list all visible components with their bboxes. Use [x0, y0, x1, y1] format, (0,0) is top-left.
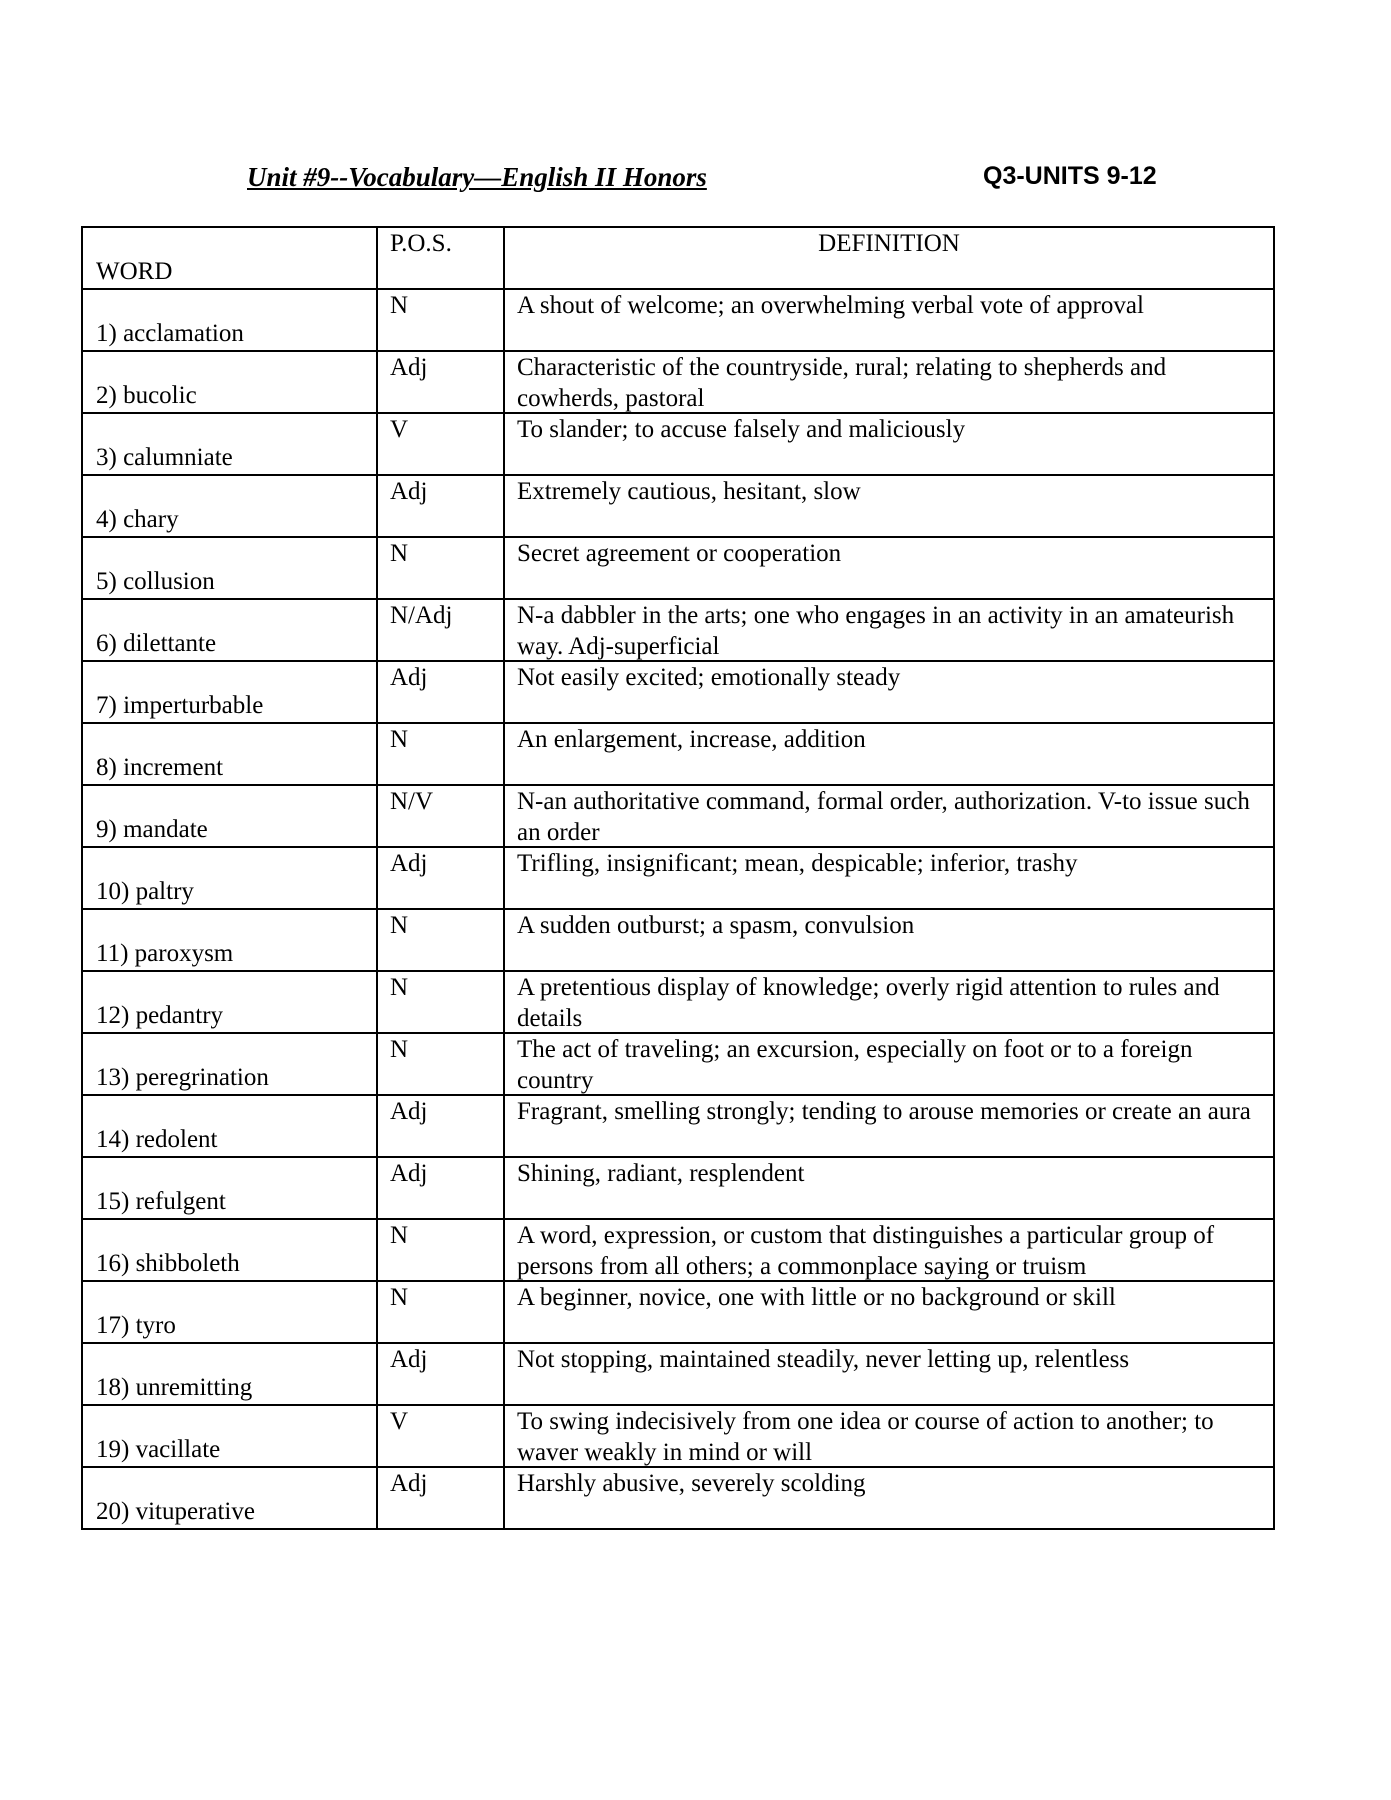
pos-cell-text: N: [390, 540, 409, 567]
table-row: [82, 971, 1274, 1033]
word-cell-text: 6) dilettante: [96, 630, 217, 657]
pos-cell: [377, 1405, 504, 1467]
word-cell-text: 19) vacillate: [96, 1436, 221, 1463]
definition-cell: [504, 1033, 1274, 1095]
word-cell: [82, 413, 377, 475]
pos-cell: [377, 537, 504, 599]
definition-cell: [504, 847, 1274, 909]
pos-cell: [377, 413, 504, 475]
word-cell-text: 16) shibboleth: [96, 1250, 240, 1277]
table-row: [82, 1157, 1274, 1219]
definition-cell: [504, 1405, 1274, 1467]
pos-cell: [377, 785, 504, 847]
pos-cell: [377, 661, 504, 723]
table-row: [82, 661, 1274, 723]
table-row: [82, 1405, 1274, 1467]
quarter-label: Q3-UNITS 9-12: [983, 162, 1157, 190]
definition-cell: [504, 289, 1274, 351]
column-header-word: WORD: [82, 227, 377, 289]
word-cell-text: 13) peregrination: [96, 1064, 269, 1091]
definition-cell: [504, 661, 1274, 723]
definition-cell-text: A sudden outburst; a spasm, convulsion: [517, 912, 915, 939]
pos-cell-text: Adj: [390, 1098, 428, 1125]
table-header-row: [82, 227, 1274, 289]
definition-cell: [504, 1281, 1274, 1343]
pos-cell-text: N: [390, 1284, 409, 1311]
pos-cell-text: N: [390, 726, 409, 753]
definition-cell-text: To swing indecisively from one idea or course of action to another; to waver weakly in mind or will: [517, 1408, 1214, 1466]
pos-cell-text: Adj: [390, 1470, 428, 1497]
word-cell-text: 20) vituperative: [96, 1498, 255, 1525]
table-row: [82, 785, 1274, 847]
definition-cell-text: Not easily excited; emotionally steady: [517, 664, 901, 691]
word-cell: [82, 537, 377, 599]
definition-cell-text: A shout of welcome; an overwhelming verbal vote of approval: [517, 292, 1144, 319]
word-cell: [82, 847, 377, 909]
pos-cell-text: Adj: [390, 478, 428, 505]
definition-cell-text: A word, expression, or custom that distinguishes a particular group of persons from all others; a commonplace saying or truism: [517, 1222, 1215, 1280]
word-cell-text: 4) chary: [96, 506, 179, 533]
word-cell: [82, 1467, 377, 1529]
pos-cell-text: Adj: [390, 1346, 428, 1373]
definition-cell: [504, 971, 1274, 1033]
pos-cell: [377, 475, 504, 537]
pos-cell: [377, 909, 504, 971]
word-cell: [82, 1033, 377, 1095]
word-cell: [82, 971, 377, 1033]
pos-cell: [377, 1095, 504, 1157]
pos-cell-text: N: [390, 912, 409, 939]
definition-cell-text: Fragrant, smelling strongly; tending to arouse memories or create an aura: [517, 1098, 1251, 1125]
column-header-pos: P.O.S.: [377, 227, 504, 289]
pos-cell-text: Adj: [390, 1160, 428, 1187]
pos-cell-text: V: [390, 1408, 409, 1435]
pos-cell-text: N: [390, 974, 409, 1001]
table-row: [82, 1033, 1274, 1095]
word-cell: [82, 723, 377, 785]
definition-cell: [504, 723, 1274, 785]
pos-cell: [377, 971, 504, 1033]
definition-cell: [504, 475, 1274, 537]
word-cell-text: 18) unremitting: [96, 1374, 253, 1401]
word-cell-text: 3) calumniate: [96, 444, 233, 471]
definition-cell-text: Characteristic of the countryside, rural; relating to shepherds and cowherds, pastoral: [517, 354, 1167, 412]
definition-cell: [504, 1157, 1274, 1219]
table-row: [82, 475, 1274, 537]
word-cell: [82, 289, 377, 351]
definition-cell-text: A beginner, novice, one with little or no background or skill: [517, 1284, 1116, 1311]
pos-cell: [377, 351, 504, 413]
definition-cell: [504, 537, 1274, 599]
definition-cell: [504, 1219, 1274, 1281]
word-cell-text: 9) mandate: [96, 816, 208, 843]
table-row: [82, 1095, 1274, 1157]
definition-cell-text: N-a dabbler in the arts; one who engages in an activity in an amateurish way. Adj-superficial: [517, 602, 1235, 660]
table-row: [82, 351, 1274, 413]
pos-cell: [377, 1157, 504, 1219]
definition-cell: [504, 413, 1274, 475]
definition-cell: [504, 599, 1274, 661]
pos-cell: [377, 1219, 504, 1281]
definition-cell-text: Harshly abusive, severely scolding: [517, 1470, 866, 1497]
word-cell-text: 8) increment: [96, 754, 224, 781]
word-cell: [82, 785, 377, 847]
pos-cell: [377, 847, 504, 909]
pos-cell-text: Adj: [390, 354, 428, 381]
word-cell: [82, 1219, 377, 1281]
definition-cell-text: An enlargement, increase, addition: [517, 726, 866, 753]
table-row: [82, 723, 1274, 785]
pos-cell: [377, 723, 504, 785]
column-header-definition: DEFINITION: [504, 227, 1274, 289]
definition-cell-text: A pretentious display of knowledge; overly rigid attention to rules and details: [517, 974, 1220, 1032]
word-cell-text: 7) imperturbable: [96, 692, 264, 719]
word-cell: [82, 599, 377, 661]
word-cell: [82, 1405, 377, 1467]
word-cell-text: 17) tyro: [96, 1312, 176, 1339]
page-title: Unit #9--Vocabulary—English II Honors: [247, 162, 707, 192]
pos-cell: [377, 599, 504, 661]
pos-cell-text: N: [390, 1036, 409, 1063]
pos-cell-text: N/Adj: [390, 602, 453, 629]
word-cell-text: 5) collusion: [96, 568, 215, 595]
word-cell: [82, 1095, 377, 1157]
definition-cell: [504, 1467, 1274, 1529]
word-cell: [82, 351, 377, 413]
word-cell-text: 11) paroxysm: [96, 940, 234, 967]
definition-cell: [504, 351, 1274, 413]
pos-cell: [377, 1281, 504, 1343]
definition-cell-text: Not stopping, maintained steadily, never letting up, relentless: [517, 1346, 1130, 1373]
table-row: [82, 1343, 1274, 1405]
pos-cell: [377, 1467, 504, 1529]
table-row: [82, 537, 1274, 599]
pos-cell-text: Adj: [390, 850, 428, 877]
definition-cell-text: Shining, radiant, resplendent: [517, 1160, 805, 1187]
word-cell: [82, 661, 377, 723]
word-cell: [82, 1281, 377, 1343]
vocabulary-table: [81, 226, 1275, 1530]
table-row: [82, 1467, 1274, 1529]
definition-cell-text: To slander; to accuse falsely and maliciously: [517, 416, 966, 443]
word-cell-text: 2) bucolic: [96, 382, 197, 409]
table-row: [82, 847, 1274, 909]
table-row: [82, 413, 1274, 475]
table-row: [82, 1219, 1274, 1281]
word-cell-text: 14) redolent: [96, 1126, 218, 1153]
table-row: [82, 1281, 1274, 1343]
word-cell: [82, 909, 377, 971]
definition-cell-text: The act of traveling; an excursion, especially on foot or to a foreign country: [517, 1036, 1193, 1094]
word-cell: [82, 1343, 377, 1405]
word-cell-text: 12) pedantry: [96, 1002, 224, 1029]
pos-cell-text: N/V: [390, 788, 434, 815]
pos-cell-text: N: [390, 1222, 409, 1249]
word-cell-text: 15) refulgent: [96, 1188, 226, 1215]
table-row: [82, 599, 1274, 661]
definition-cell: [504, 785, 1274, 847]
table-row: [82, 909, 1274, 971]
word-cell-text: 10) paltry: [96, 878, 194, 905]
pos-cell: [377, 1033, 504, 1095]
definition-cell-text: Secret agreement or cooperation: [517, 540, 842, 567]
word-cell: [82, 1157, 377, 1219]
table-row: [82, 289, 1274, 351]
pos-cell-text: N: [390, 292, 409, 319]
pos-cell: [377, 289, 504, 351]
definition-cell-text: N-an authoritative command, formal order, authorization. V-to issue such an order: [517, 788, 1250, 846]
pos-cell-text: Adj: [390, 664, 428, 691]
definition-cell-text: Trifling, insignificant; mean, despicable; inferior, trashy: [517, 850, 1078, 877]
definition-cell: [504, 909, 1274, 971]
definition-cell: [504, 1343, 1274, 1405]
word-cell: [82, 475, 377, 537]
definition-cell: [504, 1095, 1274, 1157]
pos-cell: [377, 1343, 504, 1405]
word-cell-text: 1) acclamation: [96, 320, 244, 347]
pos-cell-text: V: [390, 416, 409, 443]
definition-cell-text: Extremely cautious, hesitant, slow: [517, 478, 861, 505]
